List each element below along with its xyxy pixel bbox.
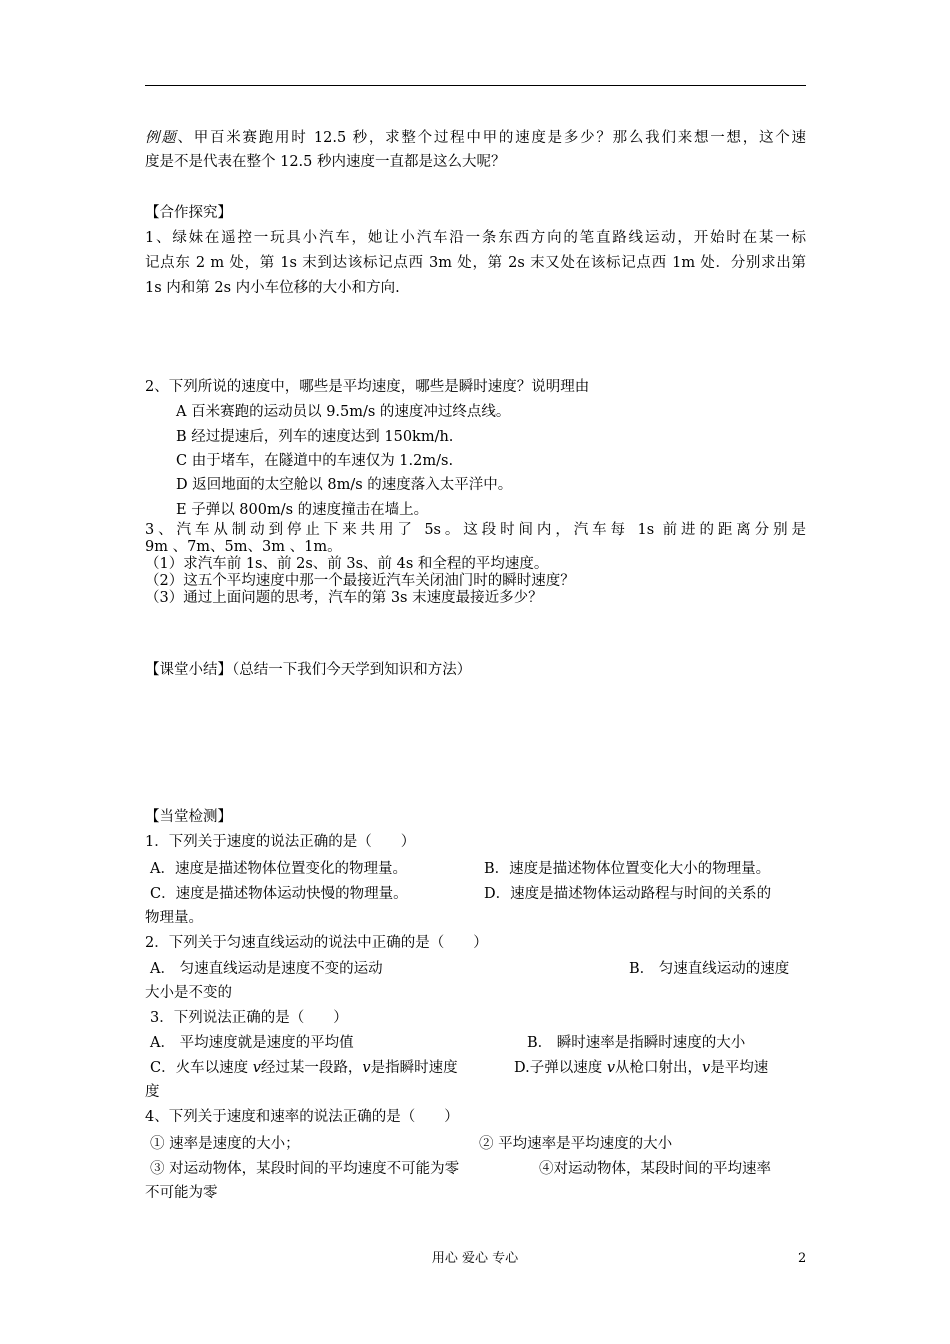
test-q1-stem: 1．下列关于速度的说法正确的是（ ） bbox=[145, 834, 416, 850]
test-q3-option-d: D.子弹以速度 v从枪口射出，v是平均速 bbox=[514, 1060, 769, 1076]
summary-line bbox=[145, 660, 471, 680]
coop-q2-option-a: A 百米赛跑的运动员以 9.5m/s 的速度冲过终点线。 bbox=[176, 404, 511, 420]
test-q2-option-b: B． 匀速直线运动的速度 bbox=[629, 961, 790, 977]
test-heading: 【当堂检测】 bbox=[145, 809, 232, 825]
coop-q3-line-4: （2）这五个平均速度中那一个最接近汽车关闭油门时的瞬时速度？ bbox=[145, 573, 575, 589]
test-q1-option-a: A．速度是描述物体位置变化的物理量。 bbox=[150, 861, 407, 877]
coop-q2-option-b: B 经过提速后，列车的速度达到 150km/h. bbox=[176, 429, 454, 445]
test-q4-option-4: ④对运动物体，某段时间的平均速率 bbox=[539, 1161, 771, 1177]
coop-q3-line-3: （1）求汽车前 1s、前 2s、前 3s、前 4s 和全程的平均速度。 bbox=[145, 556, 549, 572]
test-q1-option-b: B．速度是描述物体位置变化大小的物理量。 bbox=[484, 861, 771, 877]
test-q1-option-d-cont: 物理量。 bbox=[145, 910, 203, 926]
test-q4-option-4-cont: 不可能为零 bbox=[145, 1185, 218, 1201]
test-q3-option-d-cont: 度 bbox=[145, 1084, 160, 1100]
test-q2-option-b-cont: 大小是不变的 bbox=[145, 985, 232, 1001]
coop-q2-option-c: C 由于堵车，在隧道中的车速仅为 1.2m/s. bbox=[176, 453, 454, 469]
coop-q2-option-e: E 子弹以 800m/s 的速度撞击在墙上。 bbox=[176, 502, 429, 518]
example-line-1: 例题、甲百米赛跑用时 12.5 秒，求整个过程中甲的速度是多少？那么我们来想一想，这个速 bbox=[145, 130, 806, 146]
test-q4-stem: 4、下列关于速度和速率的说法正确的是（ ） bbox=[145, 1109, 459, 1125]
test-q3-stem: 3．下列说法正确的是（ ） bbox=[150, 1010, 348, 1026]
page-number: 2 bbox=[798, 1251, 807, 1266]
coop-q1-line-3: 1s 内和第 2s 内小车位移的大小和方向. bbox=[145, 280, 400, 296]
coop-q1-line-2: 记点东 2 m 处，第 1s 末到达该标记点西 3m 处，第 2s 末又处在该标记点西 1m 处．分别求出第 bbox=[145, 255, 806, 271]
test-q3-option-c: C．火车以速度 v经过某一段路，v是指瞬时速度 bbox=[150, 1060, 458, 1076]
coop-q3-line-1: 3、汽车从制动到停止下来共用了 5s。这段时间内，汽车每 1s 前进的距离分别是 bbox=[145, 522, 806, 538]
summary-heading: 【课堂小结】 bbox=[145, 662, 232, 678]
test-q2-stem: 2．下列关于匀速直线运动的说法中正确的是（ ） bbox=[145, 935, 488, 951]
test-q4-option-1: ① 速率是速度的大小； bbox=[150, 1136, 300, 1152]
coop-q1-line-1: 1、绿妹在遥控一玩具小汽车，她让小汽车沿一条东西方向的笔直路线运动，开始时在某一标 bbox=[145, 230, 806, 246]
coop-q3-line-5: （3）通过上面问题的思考，汽车的第 3s 末速度最接近多少？ bbox=[145, 590, 543, 606]
test-q4-option-3: ③ 对运动物体，某段时间的平均速度不可能为零 bbox=[150, 1161, 460, 1177]
coop-q3-line-2: 9m 、7m、5m、3m 、1m。 bbox=[145, 539, 342, 555]
example-label: 例题 bbox=[145, 130, 178, 146]
coop-q2-option-d: D 返回地面的太空舱以 8m/s 的速度落入太平洋中。 bbox=[176, 477, 513, 493]
test-q4-option-2: ② 平均速率是平均速度的大小 bbox=[479, 1136, 673, 1152]
footer-text: 用心 爱心 专心 bbox=[431, 1251, 519, 1266]
test-q1-option-c: C．速度是描述物体运动快慢的物理量。 bbox=[150, 886, 408, 902]
coop-q2-title: 2、下列所说的速度中，哪些是平均速度，哪些是瞬时速度？说明理由 bbox=[145, 379, 590, 395]
test-q3-option-b: B． 瞬时速率是指瞬时速度的大小 bbox=[527, 1035, 746, 1051]
header-rule bbox=[145, 85, 806, 86]
example-line-2: 度是不是代表在整个 12.5 秒内速度一直都是这么大呢？ bbox=[145, 154, 506, 170]
coop-heading: 【合作探究】 bbox=[145, 205, 232, 221]
test-q3-option-a: A． 平均速度就是速度的平均值 bbox=[150, 1035, 354, 1051]
summary-note: （总结一下我们今天学到知识和方法） bbox=[232, 662, 472, 678]
test-q1-option-d: D．速度是描述物体运动路程与时间的关系的 bbox=[484, 886, 772, 902]
test-q2-option-a: A． 匀速直线运动是速度不变的运动 bbox=[150, 961, 383, 977]
